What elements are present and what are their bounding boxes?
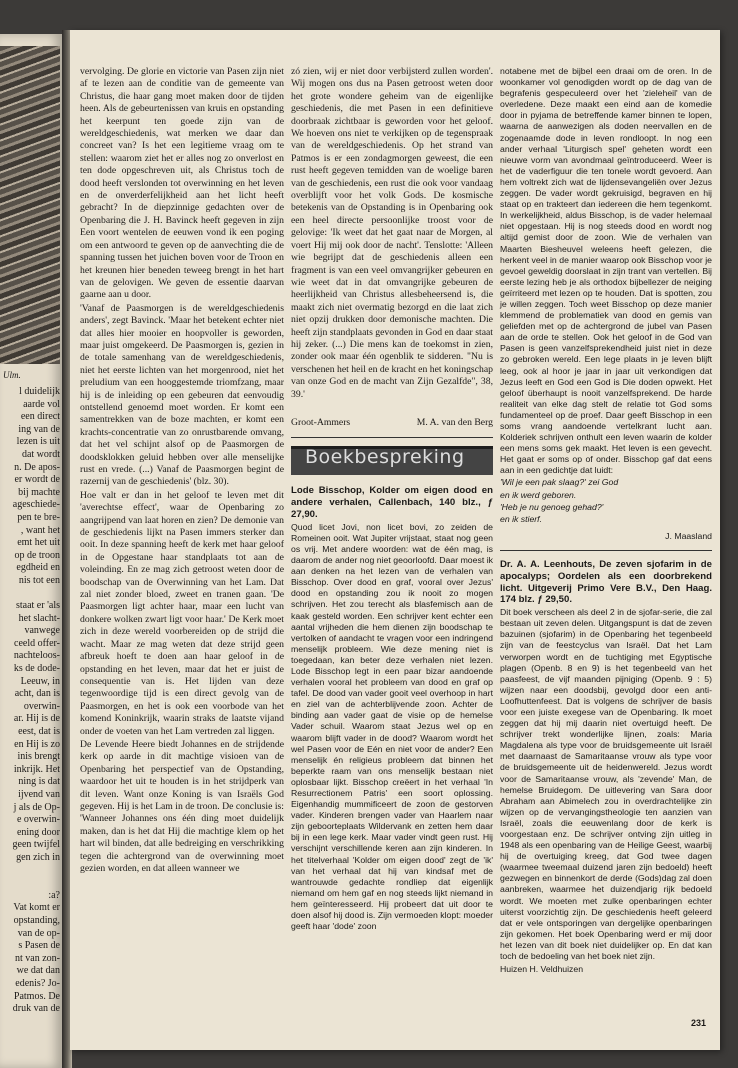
left-page-fragment: opstanding, <box>13 914 60 926</box>
section-divider <box>291 437 493 438</box>
left-page-fragment: geen twijfel <box>12 839 60 851</box>
review-1-signature: J. Maasland <box>665 530 712 541</box>
church-window-photo <box>0 46 60 364</box>
left-page-fragment: bij machte <box>18 486 60 498</box>
left-page-fragment: n. De apos- <box>14 461 60 473</box>
col1-paragraph-3: Hoe valt er dan in het geloof te leven met dit 'averechtse effect', waar de Openbaring zo aangrijpend van laat horen en zien? De demonie van de geschiedenis lijkt na Pasen immers sterker dan ooit. In deze spanning heeft de kerk met haar geloof in de Opgestane haar standplaats tot aan de voleinding. En ze mag zich getroost weten door de boodschap van de Overwinning van het Lam. Dat zal niet zonder bloed, zweet en tranen gaan. 'De Paasmorgen ligt achter haar, maar een lucht van donkere wolken zwart ligt voor haar.' De Kerk moet zich in deze wereld voorbereiden op de strijd die wacht. Maar ze mag weten dat deze strijd geen afbreuk hoeft te doen aan haar geloof in de opstanding en het leven, maar dat het er juist de consequentie van is. Het lijden van deze tegenwoordige tijd is een direct gevolg van de Paasmorgen, en het is ook een voorbode van het komend Koninkrijk, waarin straks de laatste vijand onder de voeten van het Lam vertreden zal liggen. <box>80 489 284 737</box>
left-page-text-fragments <box>0 386 60 1016</box>
left-page-fragment: eest, dat is <box>18 726 60 738</box>
poem-line-1: 'Wil je een pak slaag?' zei God <box>500 477 619 488</box>
left-page-fragment: s Pasen de <box>18 940 60 952</box>
left-page-fragment: dat wordt <box>21 448 60 460</box>
review-2-body: Dit boek verscheen als deel 2 in de sjofar-serie, die zal bestaan uit zeven delen. Uitgangspunt is dat de zeven bazuinen (sjofarim) in de Openbaring het tegenbeeld zijn van de feestcyclus van Israël. Dat het Lam verworpen wordt en de tuchtiging met Egyptische plagen (Openb. 8 en 9) is het tegenbeeld van het paasfeest, de vijf maanden pijniging (Openb. 9 : 5) wijzen naar een doodsbij, gevolgd door een anti-Loofhuttenfeest. Dat is volgens de schrijver de basis voor een juiste exegese van de Openbaring. Ik moet zeggen dat hij mij daarin niet overtuigd heeft. De schrijver trekt wonderlijke lijnen, zoals: Maria Magdalena als type voor de bruidsgemeente uit Israël met daarnaast de Samaritaanse vrouw als type voor de bruidsgemeente uit de heidenwereld. Jezus wordt voor de Samaritaanse vrouw, als 'zevende' Man, de hemelse Bruidegom. De uitlevering van Sara door Abraham aan Abimelech zou in overdrachtelijke zin wijzen op de vervangingstheologie ten aanzien van Israël, zoals die eeuwenlang door de kerk is voorgestaan enz. De schrijver ontving zijn uitleg in 1948 als een openbaring van de Heilige Geest, waarbij hij de overtuiging kreeg, dat God twee dagen (waarmee tweemaal duizend jaren zijn bedoeld) heeft gezwegen en binnenkort de derde (Gods)dag zal doen aanbreken, waarmee het duizendjarig rijk bedoeld wordt. We moeten met zulke openbaringen echter uiterst voorzichtig zijn. De geschiedenis heeft geleerd dat er vele ontsporingen van dergelijke openbaringen zijn gekomen. Het boek Openbaring werd er mij door het lezen van dit boek niet duidelijker op. En dat kan toch de bedoeling van het boek niet zijn. <box>500 607 712 962</box>
review-divider <box>500 550 712 551</box>
left-page-fragment <box>0 877 60 890</box>
left-page-fragment: nis tot een <box>18 574 60 586</box>
article-signature <box>291 417 493 429</box>
left-page-fragment <box>0 588 60 601</box>
left-page-fragment: ening door <box>16 826 60 838</box>
left-page-fragment: en Hij is zo <box>14 738 60 750</box>
left-page-fragment: een direct <box>20 411 60 423</box>
review-2-heading: Dr. A. A. Leenhouts, De zeven sjofarim in de apocalyps; Oordelen als een doorbrekend licht. Uitgeverij Primo Vere B.V., Den Haag. 174 blz. ƒ 29,50. <box>500 558 712 606</box>
poem-line-3: 'Heb je nu genoeg gehad?' <box>500 501 604 512</box>
col1-paragraph-1: vervolging. De glorie en victorie van Pasen zijn niet af te lezen aan de conditie van de gemeente van Christus, die haar gang moet maken door de tijden heen. Als de gebeurtenissen van kruis en opstanding het keerpunt ten goede zijn van de wereldgeschiedenis, wat merken we daar dan concreet van? Is het een legitieme vraag om te stellen: waarom ziet het er alles nog zo onverlost en ten dode opgeschreven uit, als Christus toch de dood heeft verslonden tot overwinning en het leven en de onverderfelijkheid aan het licht heeft gebracht? In de diepzinnige gedachten over de Openbaring die J. H. Bavinck heeft gegeven in zijn Een voort wentelen de eeuwen vond ik een poging om een antwoord te geven op de aanvechting die de spanning tussen het juichen boven voor de Troon en het kreunen hier beneden teweeg brengt in het hart van de gelovigen. We geven de essentie daarvan gaarne aan u door. <box>80 66 284 301</box>
col1-paragraph-2: 'Vanaf de Paasmorgen is de wereldgeschiedenis anders', zegt Bavinck. 'Maar het betekent echter niet dat alles hier mooier en hoopvoller is geworden, maar juist omgekeerd. De Paasmorgen is, gezien in de totale samenhang van de wereldgeschiedenis, niet het eerste lichten van het morgenrood, niet het preludium van een hooggestemde triomfzang, maar hij is de inleiding op een gebeuren dat eenvoudig ontstellend genoemd moet worden. Er komt een samentrekken van de boze machten, er komt een krachts-concentratie van zo onrustbarende omvang, dat het vel schijnt alsof op de Paasmorgen de doodsklokken geluid hebben over alle menselijke rust en vrede. (...) Vanaf de Paasmorgen begint de razernij van de geschiedenis' (blz. 30). <box>80 302 284 488</box>
left-page-fragment: er wordt de <box>14 474 60 486</box>
left-page-fragment: emt het uit <box>17 537 60 549</box>
page-number: 231 <box>690 1018 706 1028</box>
left-page-fragment: pen te bre- <box>17 511 60 523</box>
left-page-fragment: van de op- <box>17 927 60 939</box>
col2-paragraph: zó zien, wij er niet door verbijsterd zullen worden'. Wij mogen ons dus na Pasen getroost weten door het grote wondere geheim van de eigenlijke geschiedenis, die met Pasen in een definitieve doorbraak zichtbaar is geworden voor het geloof. We hoeven ons niet te verkijken op de tegenspraak van de wereldgeschiedenis. Op het strand van Patmos is er een zondagmorgen geweest, die een rust heeft gegeven temidden van de woelige baren van de geschiedenis, een rust die ook voor vandaag overblijft voor het volk Gods. De kosmische betekenis van de Opstanding is in Openbaring ook een heel directe persoonlijke troost voor de gelovige: 'Ik weet dat het gaat naar de Morgen, al voert Hij mij ook door de nacht'. Tenslotte: 'Alleen wie begrijpt dat de geschiedenis alleen een fragment is van een veel omvangrijker gebeuren en wie weet dat in dat omvangrijke gebeuren de heerlijkheid van Christus allesbeheersend is, die maakt zich niet overmatig bezorgd en die laat zich niet opzij drukken door demonische machten. Die heeft zijn standplaats gevonden in God en daar staat hij zeker. (...) Die mens kan de toekomst in zien, zonder ook maar één ogenblik te sidderen. "Nu is verschenen het heil en de kracht en het koningschap van onze God en de macht van Zijn Gezalfde", 38, 39.' <box>291 66 493 400</box>
left-page-fragment: ar. Hij is de <box>13 713 60 725</box>
left-page-fragment: aarde vol <box>23 398 60 410</box>
photo-caption: Ulm. <box>3 370 21 380</box>
left-page-fragment: ning is dat <box>18 776 60 788</box>
left-page-fragment: op de troon <box>14 549 60 561</box>
left-page-fragment: overwin- <box>23 700 60 712</box>
column-2 <box>291 66 493 932</box>
left-page-fragment: ceeld offer- <box>14 637 60 649</box>
left-page-fragment: ageschiede- <box>12 499 60 511</box>
left-page-fragment: lezen is uit <box>16 436 60 448</box>
left-page-fragment: druk van de <box>12 1003 60 1015</box>
review-1-poem <box>500 477 712 524</box>
review-1-body: Quod licet Jovi, non licet bovi, zo zeiden de Romeinen ooit. Wat Jupiter vrijstaat, staat nog geen os vrij. Met andere woorden: wat de één mag, is daarom de ander nog niet geoorloofd. Daar moest ik aan denken na het lezen van de verhalen van Bisschop. Over dood en graf, vooral over Jezus' dood en opstanding zou ik nooit zo mogen schrijven. Het zou terecht als blasfemisch aan de kaak gesteld worden. Een schrijver kent echter een aantal vrijheden die hem dienen zijn boodschap te vertolken of aandacht te vragen voor een indringend menselijk probleem. Wie deze mening niet is toegedaan, kan beter deze verhalen niet lezen. Lode Bisschop legt in een paar bizar aandoende verhalen vooral het probleem van dood en graf op tafel. De dood van vader gooit veel overhoop in hart en ziel van de achterblijvende zoon. Achter de binding aan vader gaat de visie op de hemelse Vader schuil. Waarom staat Jezus wel op en waarom blijft vader in de dood? Waarom wordt het wel Pasen voor de Eén en niet voor de ander? Een menselijk én religieus probleem dat binnen het beperkte raam van ons menselijk bestaan niet oplosbaar lijkt. Bisschop creëert in het verhaal 'In Resurrectionem Patris' een soort oplossing. Eigenhandig mummificeert de zoon de gestorven vader. Kinderen brengen vader van Haarlem naar zijn geboorteplaats Wildervank en zetten hem daar bij in een lege kerk. Maar vader vindt geen rust. Hij verschijnt verschillende keren aan zijn kinderen. In het titelverhaal 'Kolder om eigen dood' zegt de 'ik' van het verhaal dat hij van kindsaf met de wantrouwde gedachte rondliep dat eigenlijk niemand om hem gaf en nog steeds lijkt niemand in hem geïnteresseerd. Hij probeert dat uit door te doen alsof hij dood is. Zijn vermoeden klopt: moeder geeft haar 'dode' zoon <box>291 521 493 932</box>
review-1-heading: Lode Bisschop, Kolder om eigen dood en andere verhalen, Callenbach, 140 blz., ƒ 27,90. <box>291 485 493 520</box>
left-page-fragment: , want het <box>20 524 60 536</box>
left-page-fragment: gen zich in <box>16 851 60 863</box>
left-page-fragment: j als de Op- <box>13 801 60 813</box>
column-1 <box>80 66 284 876</box>
left-page-fragment: staat er 'als <box>15 600 60 612</box>
left-page-fragment: ing van de <box>18 423 60 435</box>
left-page-fragment: vanwege <box>24 625 60 637</box>
review-2-signature: Huizen H. Veldhuizen <box>500 964 584 975</box>
left-page-fragment: we dat dan <box>16 965 60 977</box>
left-page-fragment: nt van zon- <box>15 952 60 964</box>
left-page-fragment <box>0 865 60 878</box>
left-page-fragment: ks de dode- <box>13 663 60 675</box>
left-page-fragment: Vat komt er <box>13 902 60 914</box>
left-page-fragment: nachteloos- <box>13 650 60 662</box>
left-page-fragment: egdheid en <box>16 562 60 574</box>
left-page-fragment: Patmos. De <box>13 990 60 1002</box>
left-page <box>0 34 62 1068</box>
poem-line-4: en ik stierf. <box>500 513 543 524</box>
left-page-fragment: e overwin- <box>16 814 60 826</box>
left-page-fragment: acht, dan is <box>14 688 60 700</box>
section-banner-title: Boekbespreking <box>305 446 465 469</box>
left-page-fragment: inkrijk. Het <box>13 763 60 775</box>
poem-line-2: en ik werd geboren. <box>500 489 577 500</box>
review-1-continued: notabene met de bijbel een draai om de oren. In de woonkamer vol genodigden wordt op de dag van de begrafenis gespeculeerd over het 'zieleheil' van de overledene. Deze maakt een eind aan de komedie door in pyjama de betreffende kamer binnen te lopen, waarna de aanwezigen als doden neervallen en de zogenaamde dode in leven rondloopt. In nog een ander verhaal 'Liturgisch spel' geheten wordt een nieuwe vorm van avondmaal geïntroduceerd. Weer is het de vaderfiguur die ten tonele wordt gevoerd. Aan hem voltrekt zich wat de lijdensevangeliën over Jezus zeggen. De vader wordt gekruisigd, begraven en hij staat op en trakteert dan iedereen die hem tegenkomt. In werkelijkheid, aldus Bisschop, is de vader helemaal niet opgestaan. Hij is nog steeds dood en wordt nog altijd gemist door de zoon. Wie de verhalen van Maarten Biesheuvel weleens heeft gelezen, die herkent veel in de manier waarop ook Bisschop voor je gevoel geweldig doorslaat in zijn trant van vertellen. Bij eerste lezing heb je als orthodox bijbellezer de neiging geïrriteerd met lezen op te houden. Dat is spotten, zou je willen zeggen. Toch weet Bisschop op deze manier klemmend de problematiek van dood en gemis van geliefden met op de achtergrond de jubel van Pasen aan de orde te stellen. Ook het geloof in de God van Pasen is geen vanzelfsprekendheid juist niet in deze zo gebroken wereld. Een lege plaats in je leven blijft leeg, ook al hoor je jaar in jaar uit verkondigen dat Jezus leeft en God een God is Die doden opwekt. Het geloof überhaupt is nooit vanzelfsprekend. De harde realiteit van elke dag stelt de relatie tot God soms fundamenteel op de proef. Daar geeft Bisschop in een soms vrang aandoende vertelkrant lucht aan. Kolderiek schrijven onthult een leven waarin de kolder een mens soms gek maakt. Het leven is een gevecht. Het gaat er soms op of onder. Bisschop gaf dat eens aan in een gedichtje dat luidt: <box>500 66 712 476</box>
signature-name: M. A. van den Berg <box>416 416 493 428</box>
left-page-fragment: inis brengt <box>17 751 60 763</box>
col1-paragraph-4: De Levende Heere biedt Johannes en de strijdende kerk op aarde in dit machtige visioen van de Openbaring het perspectief van de Opstanding, waardoor het uit te houden is in het strijdperk van dit leven. Want onze Koning is van Israëls God gegeven. Hij is het Lam in de troon. De conclusie is: 'Wanneer Johannes ons één ding moet duidelijk maken, dan is het dat Hij die machtige klem op het hart wil binden, dat alle bedreiging en verschrikking tegen die achtergrond van de overwinning moet gezien worden, en dat alleen wanneer we <box>80 738 284 874</box>
left-page-fragment: :a? <box>48 889 60 901</box>
left-page-fragment: l duidelijk <box>19 386 60 397</box>
section-banner <box>291 446 493 475</box>
left-page-fragment: het slacht- <box>18 612 60 624</box>
column-3 <box>500 66 712 975</box>
signature-place: Groot-Ammers <box>291 416 351 428</box>
left-page-fragment: edenis? Jo- <box>15 977 60 989</box>
left-page-fragment: ijvend van <box>18 789 60 800</box>
right-page <box>70 30 720 1050</box>
left-page-fragment: Leeuw, in <box>20 675 60 687</box>
